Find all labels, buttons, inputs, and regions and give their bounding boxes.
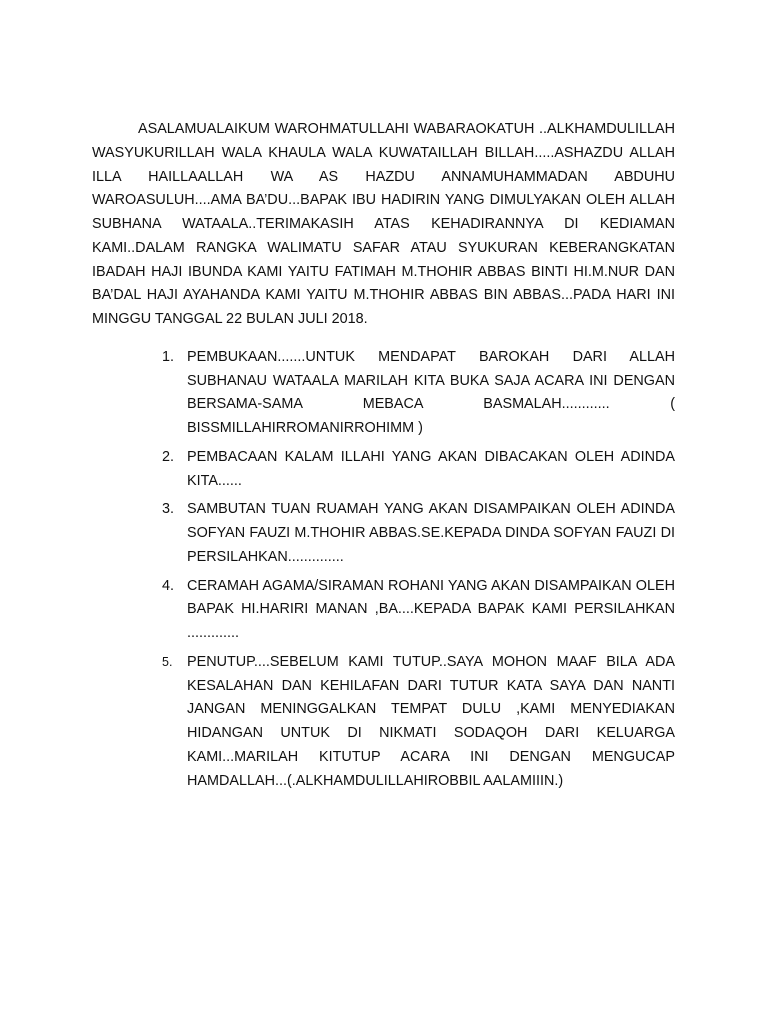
agenda-item-quran-recitation: [162, 446, 675, 494]
agenda-item-religious-lecture: [162, 575, 675, 646]
agenda-item-number: 5.: [162, 654, 173, 669]
agenda-item-number: 1.: [162, 348, 175, 365]
agenda-item-closing: [162, 651, 675, 794]
agenda-item-text: SAMBUTAN TUAN RUAMAH YANG AKAN DISAMPAIKAN OLEH ADINDA SOFYAN FAUZI M.THOHIR ABBAS.SE.KEPADA DINDA SOFYAN FAUZI DI PERSILAHKAN..............: [187, 501, 675, 565]
agenda-list: [92, 346, 675, 794]
document-body: [92, 118, 675, 798]
agenda-item-text: PEMBACAAN KALAM ILLAHI YANG AKAN DIBACAKAN OLEH ADINDA KITA......: [187, 448, 675, 489]
agenda-item-text: PENUTUP....SEBELUM KAMI TUTUP..SAYA MOHON MAAF BILA ADA KESALAHAN DAN KEHILAFAN DARI TUTUR KATA SAYA DAN NANTI JANGAN MENINGGALKAN TEMPAT DULU ,KAMI MENYEDIAKAN HIDANGAN UNTUK DI NIKMATI SODAQOH DARI KELUARGA KAMI...MARILAH KITUTUP ACARA INI DENGAN MENGUCAP HAMDALLAH...(.ALKHAMDULILLAHIROBBIL AALAMIIIN.): [187, 653, 675, 789]
agenda-item-host-speech: [162, 498, 675, 569]
agenda-item-text: CERAMAH AGAMA/SIRAMAN ROHANI YANG AKAN DISAMPAIKAN OLEH BAPAK HI.HARIRI MANAN ,BA....KEPADA BAPAK KAMI PERSILAHKAN .............: [187, 577, 675, 641]
agenda-item-opening: [162, 346, 675, 441]
opening-paragraph: ASALAMUALAIKUM WAROHMATULLAHI WABARAOKATUH ..ALKHAMDULILLAH WASYUKURILLAH WALA KHAULA WALA KUWATAILLAH BILLAH.....ASHAZDU ALLAH ILLA HAILLAALLAH WA AS HAZDU ANNAMUHAMMADAN ABDUHU WAROASULUH....AMA BA’DU...BAPAK IBU HADIRIN YANG DIMULYAKAN OLEH ALLAH SUBHANA WATAALA..TERIMAKASIH ATAS KEHADIRANNYA DI KEDIAMAN KAMI..DALAM RANGKA WALIMATU SAFAR ATAU SYUKURAN KEBERANGKATAN IBADAH HAJI IBUNDA KAMI YAITU FATIMAH M.THOHIR ABBAS BINTI HI.M.NUR DAN BA’DAL HAJI AYAHANDA KAMI YAITU M.THOHIR ABBAS BIN ABBAS...PADA HARI INI MINGGU TANGGAL 22 BULAN JULI 2018.: [92, 121, 675, 327]
agenda-item-text: PEMBUKAAN.......UNTUK MENDAPAT BAROKAH DARI ALLAH SUBHANAU WATAALA MARILAH KITA BUKA SAJA ACARA INI DENGAN BERSAMA-SAMA MEBACA BASMALAH............ ( BISSMILLAHIRROMANIRROHIMM ): [187, 348, 675, 436]
agenda-item-number: 4.: [162, 577, 175, 594]
agenda-item-number: 2.: [162, 448, 175, 465]
agenda-item-number: 3.: [162, 501, 175, 518]
